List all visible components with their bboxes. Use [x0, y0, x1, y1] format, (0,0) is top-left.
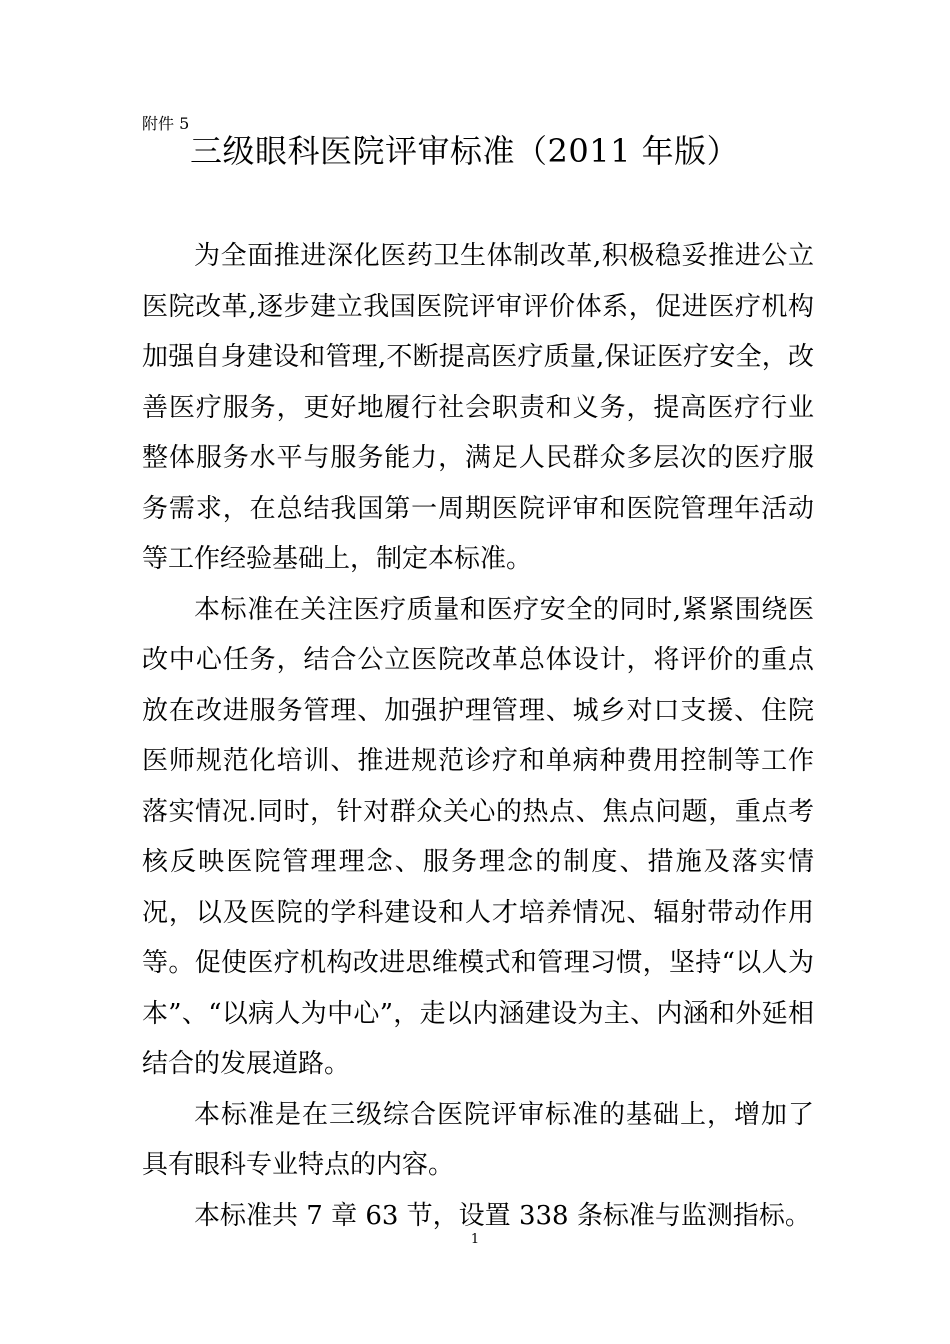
document-title: 三级眼科医院评审标准（2011 年版）	[190, 132, 740, 170]
paragraph-1: 为全面推进深化医药卫生体制改革,积极稳妥推进公立医院改革,逐步建立我国医院评审评价体系，促进医疗机构加强自身建设和管理,不断提高医疗质量,保证医疗安全，改善医疗服务，更好地履行社会职责和义务，提高医疗行业整体服务水平与服务能力，满足人民群众多层次的医疗服务需求，在总结我国第一周期医院评审和医院管理年活动等工作经验基础上，制定本标准。	[142, 241, 814, 574]
page-number: 1	[470, 1232, 480, 1247]
paragraph-4: 本标准共 7 章 63 节，设置 338 条标准与监测指标。	[194, 1200, 811, 1231]
paragraph-2: 本标准在关注医疗质量和医疗安全的同时,紧紧围绕医改中心任务，结合公立医院改革总体设计，将评价的重点放在改进服务管理、加强护理管理、城乡对口支援、住院医师规范化培训、推进规范诊疗和单病种费用控制等工作落实情况.同时，针对群众关心的热点、焦点问题，重点考核反映医院管理理念、服务理念的制度、措施及落实情况，以及医院的学科建设和人才培养情况、辐射带动作用等。促使医疗机构改进思维模式和管理习惯，坚持“以人为本”、“以病人为中心”，走以内涵建设为主、内涵和外延相结合的发展道路。	[142, 594, 814, 1079]
paragraph-3: 本标准是在三级综合医院评审标准的基础上，增加了具有眼科专业特点的内容。	[142, 1099, 814, 1180]
document-body	[142, 231, 814, 1241]
attachment-label: 附件 5	[142, 114, 190, 133]
